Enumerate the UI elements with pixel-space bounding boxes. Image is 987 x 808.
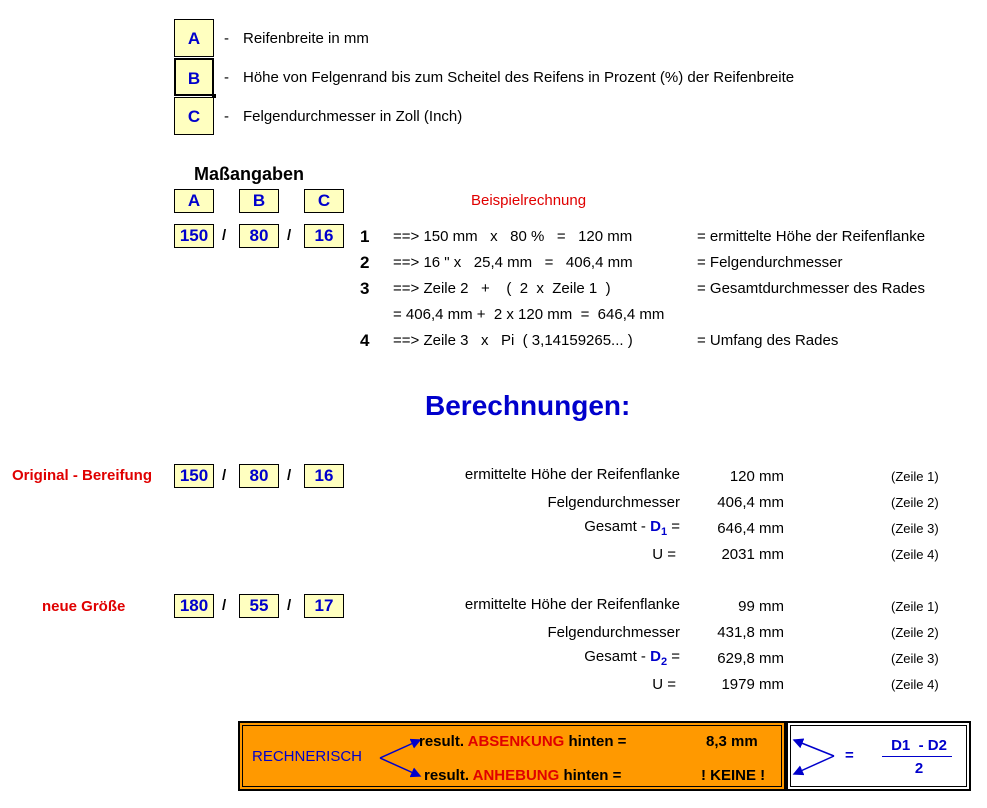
neu-row-label: ermittelte Höhe der Reifenflanke xyxy=(464,596,680,613)
formula-equals: = xyxy=(845,747,854,764)
massangaben-value-a[interactable]: 150 xyxy=(174,224,214,248)
neu-row-ref: (Zeile 4) xyxy=(891,677,939,692)
example-row-formula: ==> 16 " x 25,4 mm = 406,4 mm xyxy=(393,254,633,271)
massangaben-header-b[interactable]: B xyxy=(239,189,279,213)
original-value-b[interactable]: 80 xyxy=(239,464,279,488)
original-row-label: U = xyxy=(652,546,676,563)
original-row-value: 120 mm xyxy=(729,468,784,485)
neu-value-b[interactable]: 55 xyxy=(239,594,279,618)
d1-symbol: D xyxy=(650,518,661,535)
original-row-ref: (Zeile 2) xyxy=(891,495,939,510)
page-heading: Berechnungen: xyxy=(425,390,631,421)
absenkung-suffix: hinten = xyxy=(564,733,627,750)
anhebung-prefix: result. xyxy=(424,767,473,784)
neu-row-ref: (Zeile 1) xyxy=(891,599,939,614)
original-value-a[interactable]: 150 xyxy=(174,464,214,488)
example-row-result: = ermittelte Höhe der Reifenflanke xyxy=(697,228,926,245)
legend-dash-c: - xyxy=(224,108,229,125)
anhebung-suffix: hinten = xyxy=(559,767,622,784)
legend-dash-b: - xyxy=(224,69,229,86)
example-row-num: 4 xyxy=(360,331,370,350)
anhebung-value: ! KEINE ! xyxy=(701,767,766,784)
neu-row-value: 629,8 mm xyxy=(717,650,784,667)
rechnerisch-label: RECHNERISCH xyxy=(252,748,363,765)
neu-row-value: 99 mm xyxy=(738,598,784,615)
original-row-value: 406,4 mm xyxy=(717,494,784,511)
original-row-ref: (Zeile 4) xyxy=(891,547,939,562)
massangaben-title: Maßangaben xyxy=(194,164,305,184)
slash: / xyxy=(287,227,292,244)
neu-label: neue Größe xyxy=(42,598,126,615)
gesamt-label: Gesamt - xyxy=(584,648,651,665)
neu-row-ref: (Zeile 2) xyxy=(891,625,939,640)
legend-text-c: Felgendurchmesser in Zoll (Inch) xyxy=(243,108,463,125)
formula-numerator: D1 - D2 xyxy=(891,737,947,754)
equals-sign: = xyxy=(667,648,680,665)
original-row-ref: (Zeile 1) xyxy=(891,469,939,484)
formula-denominator: 2 xyxy=(914,760,924,777)
d1-subscript: 1 xyxy=(660,526,668,538)
absenkung-line xyxy=(419,733,626,750)
fraction-bar xyxy=(882,756,952,757)
original-row-ref: (Zeile 3) xyxy=(891,521,939,536)
example-row-formula: ==> Zeile 3 x Pi ( 3,14159265... ) xyxy=(393,332,633,349)
original-row-value: 2031 mm xyxy=(721,546,784,563)
anhebung-line xyxy=(424,767,621,784)
neu-row-label: Felgendurchmesser xyxy=(547,624,680,641)
example-row-num: 2 xyxy=(360,253,370,272)
example-row-num: 3 xyxy=(360,279,370,298)
example-row-result: = Gesamtdurchmesser des Rades xyxy=(697,280,926,297)
slash: / xyxy=(287,597,292,614)
neu-row-ref: (Zeile 3) xyxy=(891,651,939,666)
neu-row-label: U = xyxy=(652,676,676,693)
absenkung-key: ABSENKUNG xyxy=(467,733,565,750)
neu-row-label xyxy=(584,648,680,668)
neu-row-value: 1979 mm xyxy=(721,676,784,693)
legend-key-c[interactable]: C xyxy=(174,97,214,135)
original-row-value: 646,4 mm xyxy=(717,520,784,537)
slash: / xyxy=(287,467,292,484)
slash: / xyxy=(222,597,227,614)
anhebung-key: ANHEBUNG xyxy=(472,767,560,784)
massangaben-value-c[interactable]: 16 xyxy=(304,224,344,248)
neu-row-value: 431,8 mm xyxy=(717,624,784,641)
slash: / xyxy=(222,467,227,484)
original-row-label: ermittelte Höhe der Reifenflanke xyxy=(464,466,680,483)
neu-value-a[interactable]: 180 xyxy=(174,594,214,618)
legend-key-b[interactable]: B xyxy=(174,58,214,96)
massangaben-header-c[interactable]: C xyxy=(304,189,344,213)
merge-arrows-icon xyxy=(790,734,838,782)
example-row-formula: = 406,4 mm + 2 x 120 mm = 646,4 mm xyxy=(393,306,665,323)
neu-value-c[interactable]: 17 xyxy=(304,594,344,618)
original-row-label xyxy=(584,518,680,538)
legend-dash-a: - xyxy=(224,30,229,47)
example-row-formula: ==> Zeile 2 + ( 2 x Zeile 1 ) xyxy=(393,280,611,297)
absenkung-value: 8,3 mm xyxy=(706,733,758,750)
equals-sign: = xyxy=(667,518,680,535)
d2-subscript: 2 xyxy=(660,656,668,668)
legend-text-b: Höhe von Felgenrand bis zum Scheitel des Reifens in Prozent (%) der Reifenbreite xyxy=(243,69,795,86)
slash: / xyxy=(222,227,227,244)
example-row-num: 1 xyxy=(360,227,370,246)
original-label: Original - Bereifung xyxy=(12,467,153,484)
gesamt-label: Gesamt - xyxy=(584,518,651,535)
example-row-result: = Felgendurchmesser xyxy=(697,254,843,271)
example-title: Beispielrechnung xyxy=(471,192,587,209)
massangaben-value-b[interactable]: 80 xyxy=(239,224,279,248)
massangaben-header-a[interactable]: A xyxy=(174,189,214,213)
original-value-c[interactable]: 16 xyxy=(304,464,344,488)
legend-key-a[interactable]: A xyxy=(174,19,214,57)
d2-symbol: D xyxy=(650,648,661,665)
legend-text-a: Reifenbreite in mm xyxy=(243,30,369,47)
original-row-label: Felgendurchmesser xyxy=(547,494,680,511)
example-row-result: = Umfang des Rades xyxy=(697,332,839,349)
example-row-formula: ==> 150 mm x 80 % = 120 mm xyxy=(393,228,633,245)
absenkung-prefix: result. xyxy=(419,733,468,750)
